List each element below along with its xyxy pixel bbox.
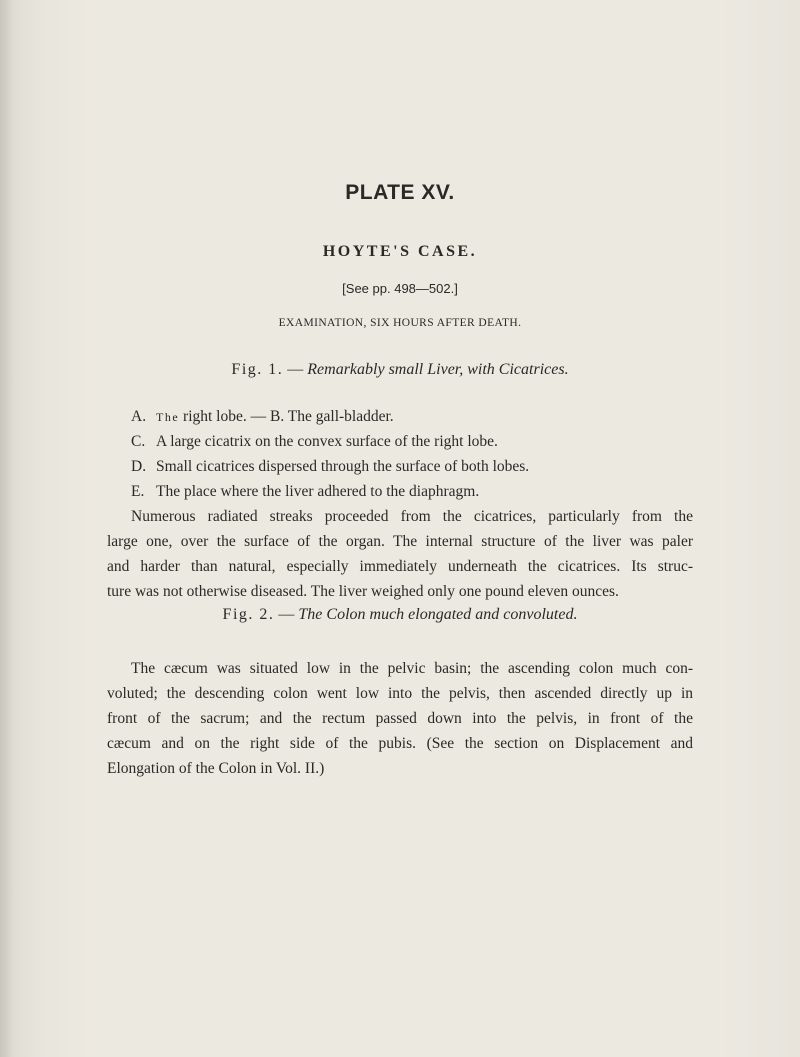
legend-text: right lobe. — B. The gall-bladder. — [179, 408, 394, 425]
paragraph-line: cæcum and on the right side of the pubis. (See the section on Displacement and — [107, 735, 693, 752]
legend-item — [131, 429, 691, 454]
page-reference: [See pp. 498—502.] — [342, 281, 458, 296]
paragraph-line: Numerous radiated streaks proceeded from the cicatrices, particularly from the — [131, 508, 693, 525]
paragraph-line: front of the sacrum; and the rectum passed down into the pelvis, in front of the — [107, 710, 693, 727]
fig2-paragraph — [107, 656, 693, 781]
fig1-caption: Remarkably small Liver, with Cicatrices. — [307, 361, 569, 378]
legend-lead: The — [156, 410, 180, 424]
fig1-label: Fig. 1. — [231, 361, 284, 378]
case-title: HOYTE'S CASE. — [322, 243, 478, 260]
legend-key: C. — [131, 433, 146, 450]
legend-key: A. — [131, 408, 147, 425]
paragraph-line: ture was not otherwise diseased. The liver weighed only one pound eleven ounces. — [107, 583, 619, 600]
paragraph-line: large one, over the surface of the organ. The internal structure of the liver was paler — [107, 533, 693, 550]
fig2-heading — [0, 606, 800, 624]
plate-title: PLATE XV. — [345, 181, 455, 204]
fig2-dash: — — [274, 606, 299, 623]
fig2-label: Fig. 2. — [222, 606, 275, 623]
legend-text: A large cicatrix on the convex surface of the right lobe. — [156, 433, 498, 450]
legend-key: E. — [131, 483, 145, 500]
legend-text: Small cicatrices dispersed through the surface of both lobes. — [156, 458, 530, 475]
legend-item — [131, 479, 691, 504]
legend-key: D. — [131, 458, 147, 475]
page-edge-shadow — [0, 0, 14, 1057]
fig1-paragraph — [107, 504, 693, 604]
paragraph-line: and harder than natural, especially immediately underneath the cicatrices. Its struc- — [107, 558, 693, 575]
paragraph-line: Elongation of the Colon in Vol. II.) — [107, 760, 325, 777]
legend-item — [131, 404, 691, 429]
fig2-caption: The Colon much elongated and convoluted. — [298, 606, 578, 623]
legend-text: The place where the liver adhered to the diaphragm. — [156, 483, 480, 500]
paragraph-line: The cæcum was situated low in the pelvic basin; the ascending colon much con- — [131, 660, 693, 677]
fig1-dash: — — [283, 361, 308, 378]
legend-item — [131, 454, 691, 479]
examination-heading: EXAMINATION, SIX HOURS AFTER DEATH. — [278, 317, 522, 329]
fig1-heading — [0, 361, 800, 379]
fig1-legend — [131, 404, 691, 504]
paragraph-line: voluted; the descending colon went low into the pelvis, then ascended directly up in — [107, 685, 693, 702]
